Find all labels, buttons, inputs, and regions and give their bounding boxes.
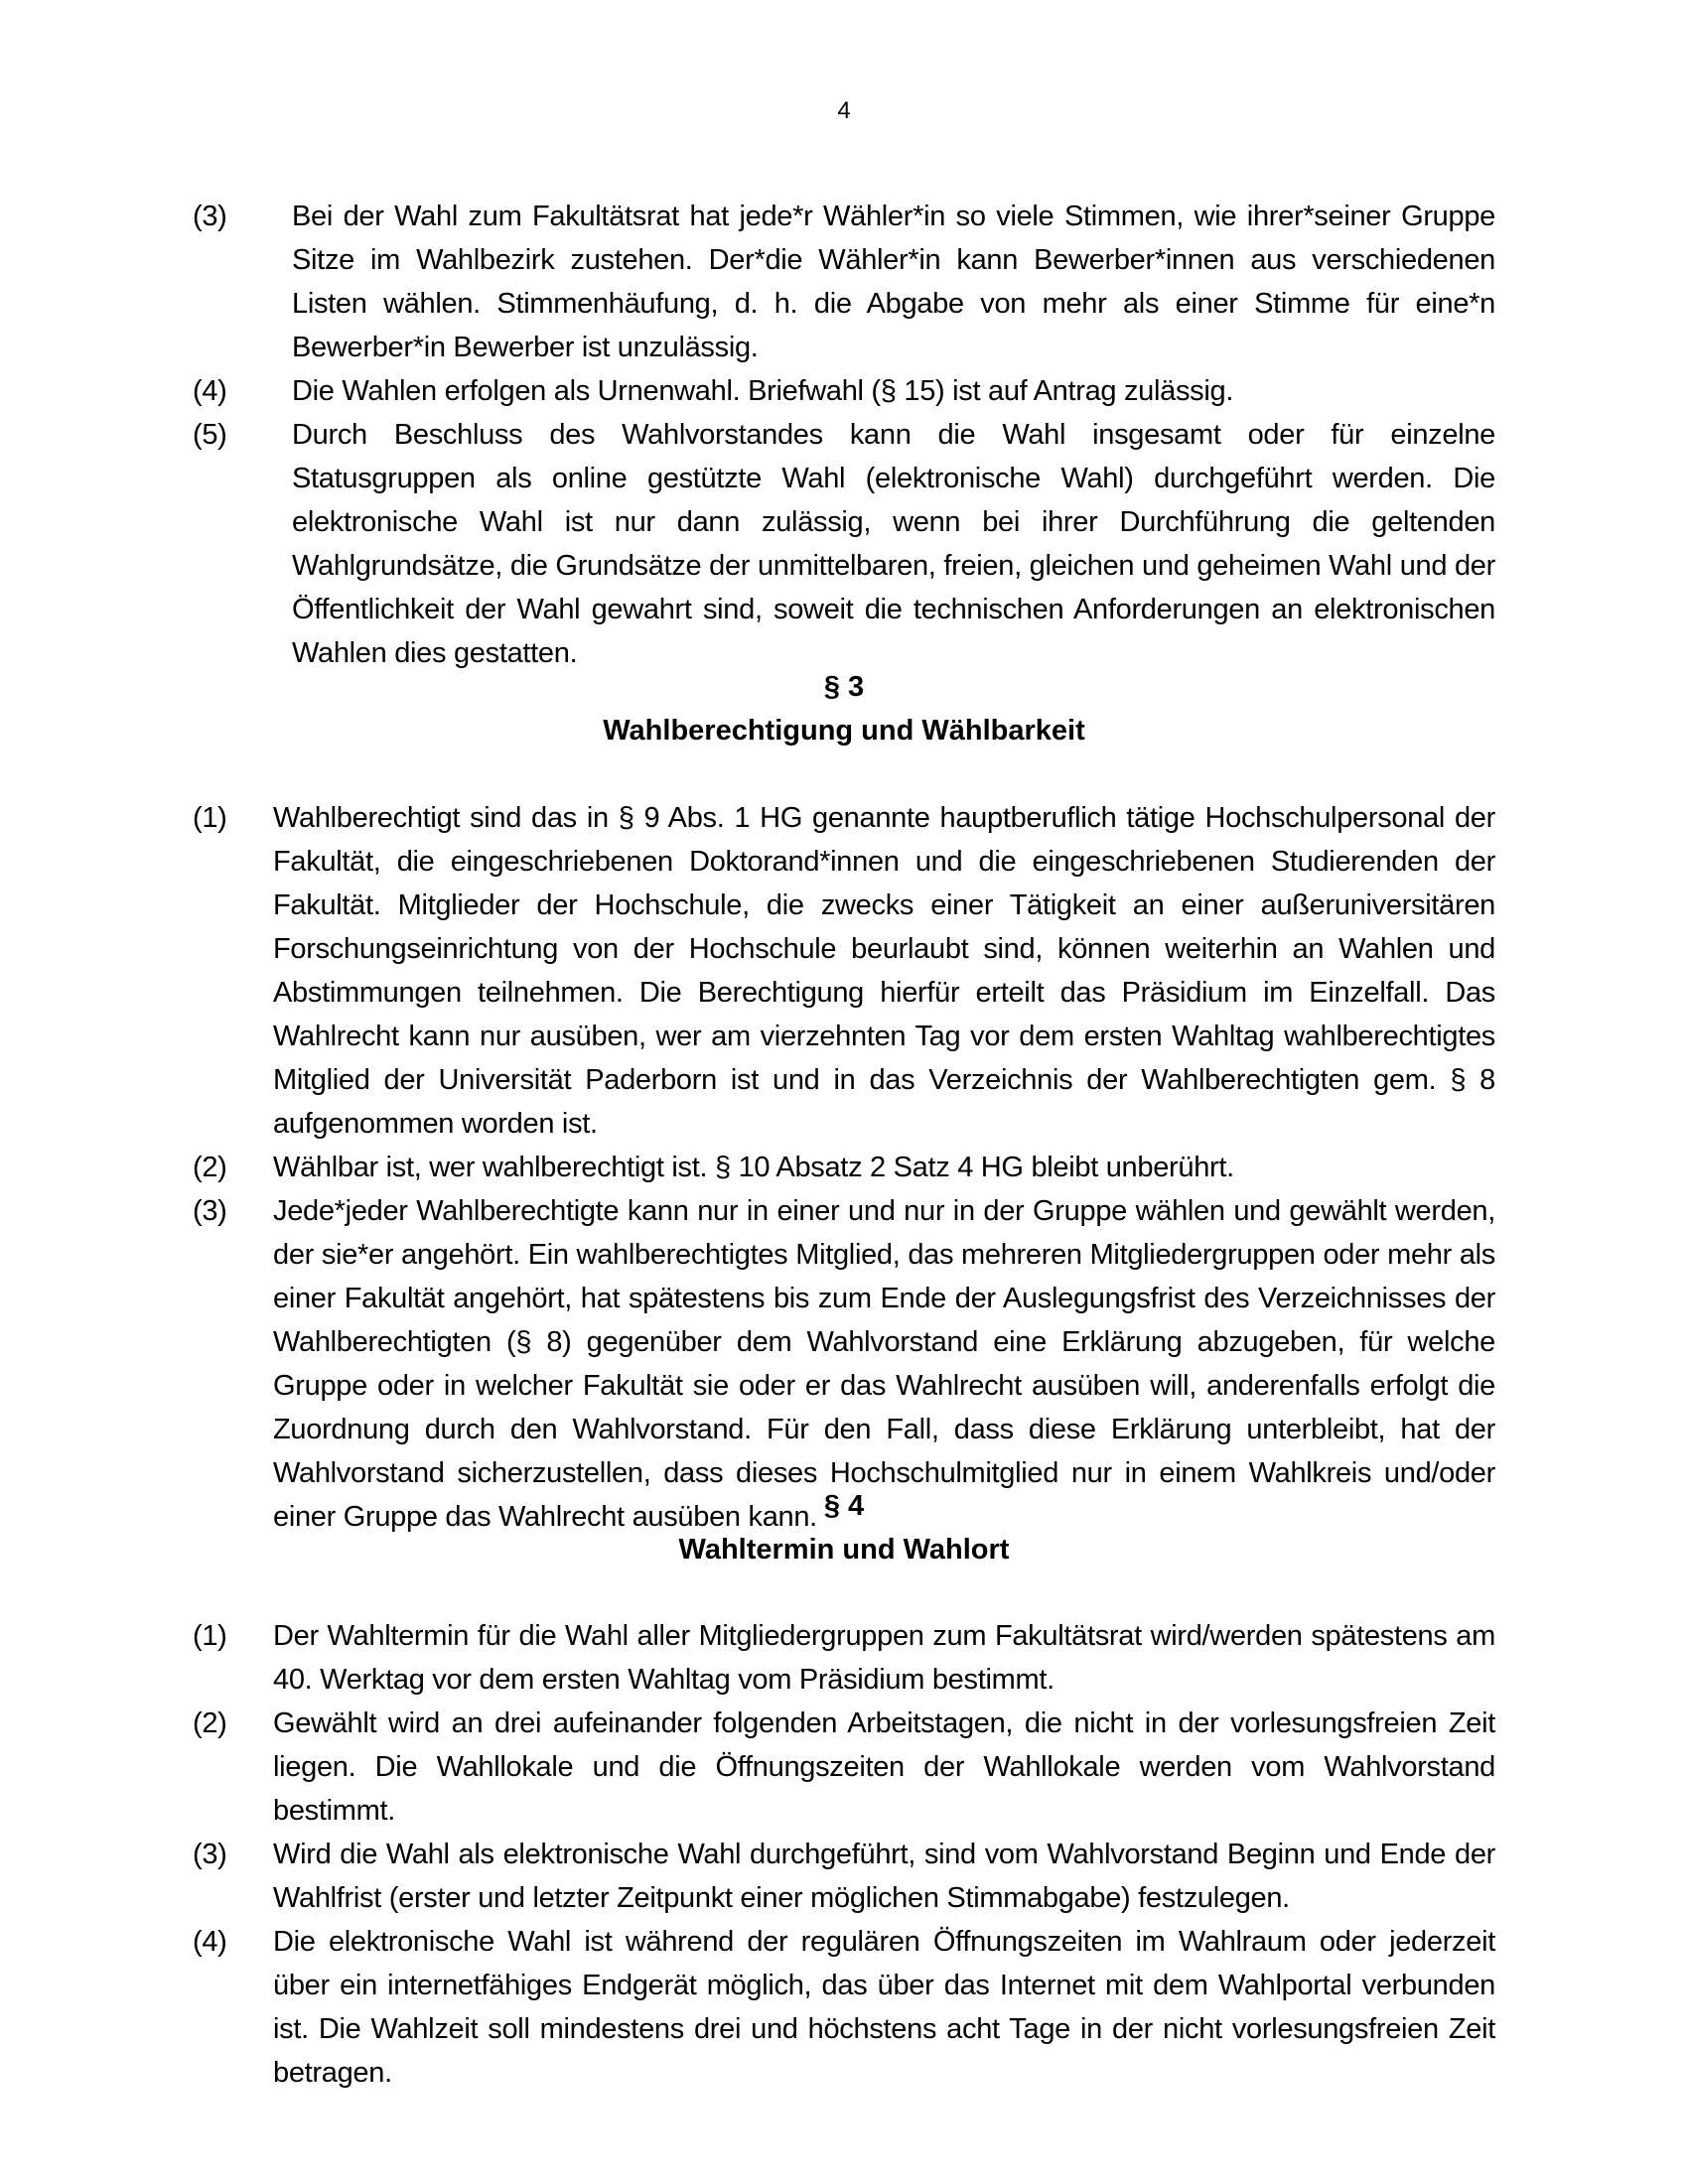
paragraph-text: Die Wahlen erfolgen als Urnenwahl. Briefwahl (§ 15) ist auf Antrag zulässig. <box>292 375 1234 407</box>
paragraph-item <box>193 796 1495 1146</box>
paragraph-number: (4) <box>193 375 227 407</box>
paragraph-text: Der Wahltermin für die Wahl aller Mitgliedergruppen zum Fakultätsrat wird/werden spätestens am 40. Werktag vor dem ersten Wahltag vom Präsidium bestimmt. <box>273 1620 1495 1696</box>
paragraph-item <box>193 195 1495 369</box>
section-2-continuation <box>193 195 1495 675</box>
paragraph-item <box>193 1920 1495 2095</box>
paragraph-number: (3) <box>193 1839 227 1870</box>
paragraph-text: Wahlberechtigt sind das in § 9 Abs. 1 HG genannte hauptberuflich tätige Hochschulpersonal der Fakultät, die eingeschriebenen Doktorand*innen und die eingeschriebenen Studierenden der Fakultät. Mitglieder der Hochschule, die zwecks einer Tätigkeit an einer außeruniversitären Forschungseinrichtung von der Hochschule beurlaubt sind, können weiterhin an Wahlen und Abstimmungen teilnehmen. Die Berechtigung hierfür erteilt das Präsidium im Einzelfall. Das Wahlrecht kann nur ausüben, wer am vierzehnten Tag vor dem ersten Wahltag wahlberechtigtes Mitglied der Universität Paderborn ist und in das Verzeichnis der Wahlberechtigten gem. § 8 aufgenommen worden ist. <box>273 802 1495 1140</box>
section-3-title: Wahlberechtigung und Wählbarkeit <box>603 715 1085 747</box>
section-3-body <box>193 796 1495 1539</box>
page-number: 4 <box>837 97 851 124</box>
paragraph-item <box>193 1833 1495 1920</box>
paragraph-number: (3) <box>193 1195 227 1227</box>
paragraph-text: Die elektronische Wahl ist während der regulären Öffnungszeiten im Wahlraum oder jederzeit über ein internetfähiges Endgerät möglich, das über das Internet mit dem Wahlportal verbunden ist. Die Wahlzeit soll mindestens drei und höchstens acht Tage in der nicht vorlesungsfreien Zeit betragen. <box>273 1926 1495 2089</box>
paragraph-item <box>193 1614 1495 1702</box>
paragraph-number: (4) <box>193 1926 227 1958</box>
paragraph-text: Wird die Wahl als elektronische Wahl durchgeführt, sind vom Wahlvorstand Beginn und Ende der Wahlfrist (erster und letzter Zeitpunkt einer möglichen Stimmabgabe) festzulegen. <box>273 1839 1495 1914</box>
section-4-number: § 4 <box>823 1490 865 1522</box>
paragraph-number: (5) <box>193 419 227 451</box>
section-4-body <box>193 1614 1495 2095</box>
paragraph-item <box>193 1146 1495 1189</box>
paragraph-number: (1) <box>193 1620 227 1652</box>
paragraph-text: Gewählt wird an drei aufeinander folgenden Arbeitstagen, die nicht in der vorlesungsfreien Zeit liegen. Die Wahllokale und die Öffnungszeiten der Wahllokale werden vom Wahlvorstand bestimmt. <box>273 1707 1495 1827</box>
paragraph-text: Jede*jeder Wahlberechtigte kann nur in einer und nur in der Gruppe wählen und gewählt werden, der sie*er angehört. Ein wahlberechtigtes Mitglied, das mehreren Mitgliedergruppen oder mehr als einer Fakultät angehört, hat spätestens bis zum Ende der Auslegungsfrist des Verzeichnisses der Wahlberechtigten (§ 8) gegenüber dem Wahlvorstand eine Erklärung abzugeben, für welche Gruppe oder in welcher Fakultät sie oder er das Wahlrecht ausüben will, anderenfalls erfolgt die Zuordnung durch den Wahlvorstand. Für den Fall, dass diese Erklärung unterbleibt, hat der Wahlvorstand sicherzustellen, dass dieses Hochschulmitglied nur in einem Wahlkreis und/oder einer Gruppe das Wahlrecht ausüben kann. <box>273 1195 1495 1533</box>
section-4-title: Wahltermin und Wahlort <box>678 1534 1010 1566</box>
paragraph-item <box>193 413 1495 675</box>
paragraph-number: (1) <box>193 802 227 834</box>
paragraph-item <box>193 1702 1495 1833</box>
paragraph-number: (3) <box>193 201 227 232</box>
paragraph-text: Wählbar ist, wer wahlberechtigt ist. § 10 Absatz 2 Satz 4 HG bleibt unberührt. <box>273 1152 1234 1183</box>
paragraph-text: Bei der Wahl zum Fakultätsrat hat jede*r Wähler*in so viele Stimmen, wie ihrer*seiner Gruppe Sitze im Wahlbezirk zustehen. Der*die Wähler*in kann Bewerber*innen aus verschiedenen Listen wählen. Stimmenhäufung, d. h. die Abgabe von mehr als einer Stimme für eine*n Bewerber*in Bewerber ist unzulässig. <box>292 201 1495 363</box>
paragraph-text: Durch Beschluss des Wahlvorstandes kann die Wahl insgesamt oder für einzelne Statusgruppen als online gestützte Wahl (elektronische Wahl) durchgeführt werden. Die elektronische Wahl ist nur dann zulässig, wenn bei ihrer Durchführung die geltenden Wahlgrundsätze, die Grundsätze der unmittelbaren, freien, gleichen und geheimen Wahl und der Öffentlichkeit der Wahl gewahrt sind, soweit die technischen Anforderungen an elektronischen Wahlen dies gestatten. <box>292 419 1495 669</box>
paragraph-item <box>193 369 1495 413</box>
section-3-number: § 3 <box>823 671 865 703</box>
paragraph-number: (2) <box>193 1152 227 1183</box>
paragraph-number: (2) <box>193 1707 227 1739</box>
